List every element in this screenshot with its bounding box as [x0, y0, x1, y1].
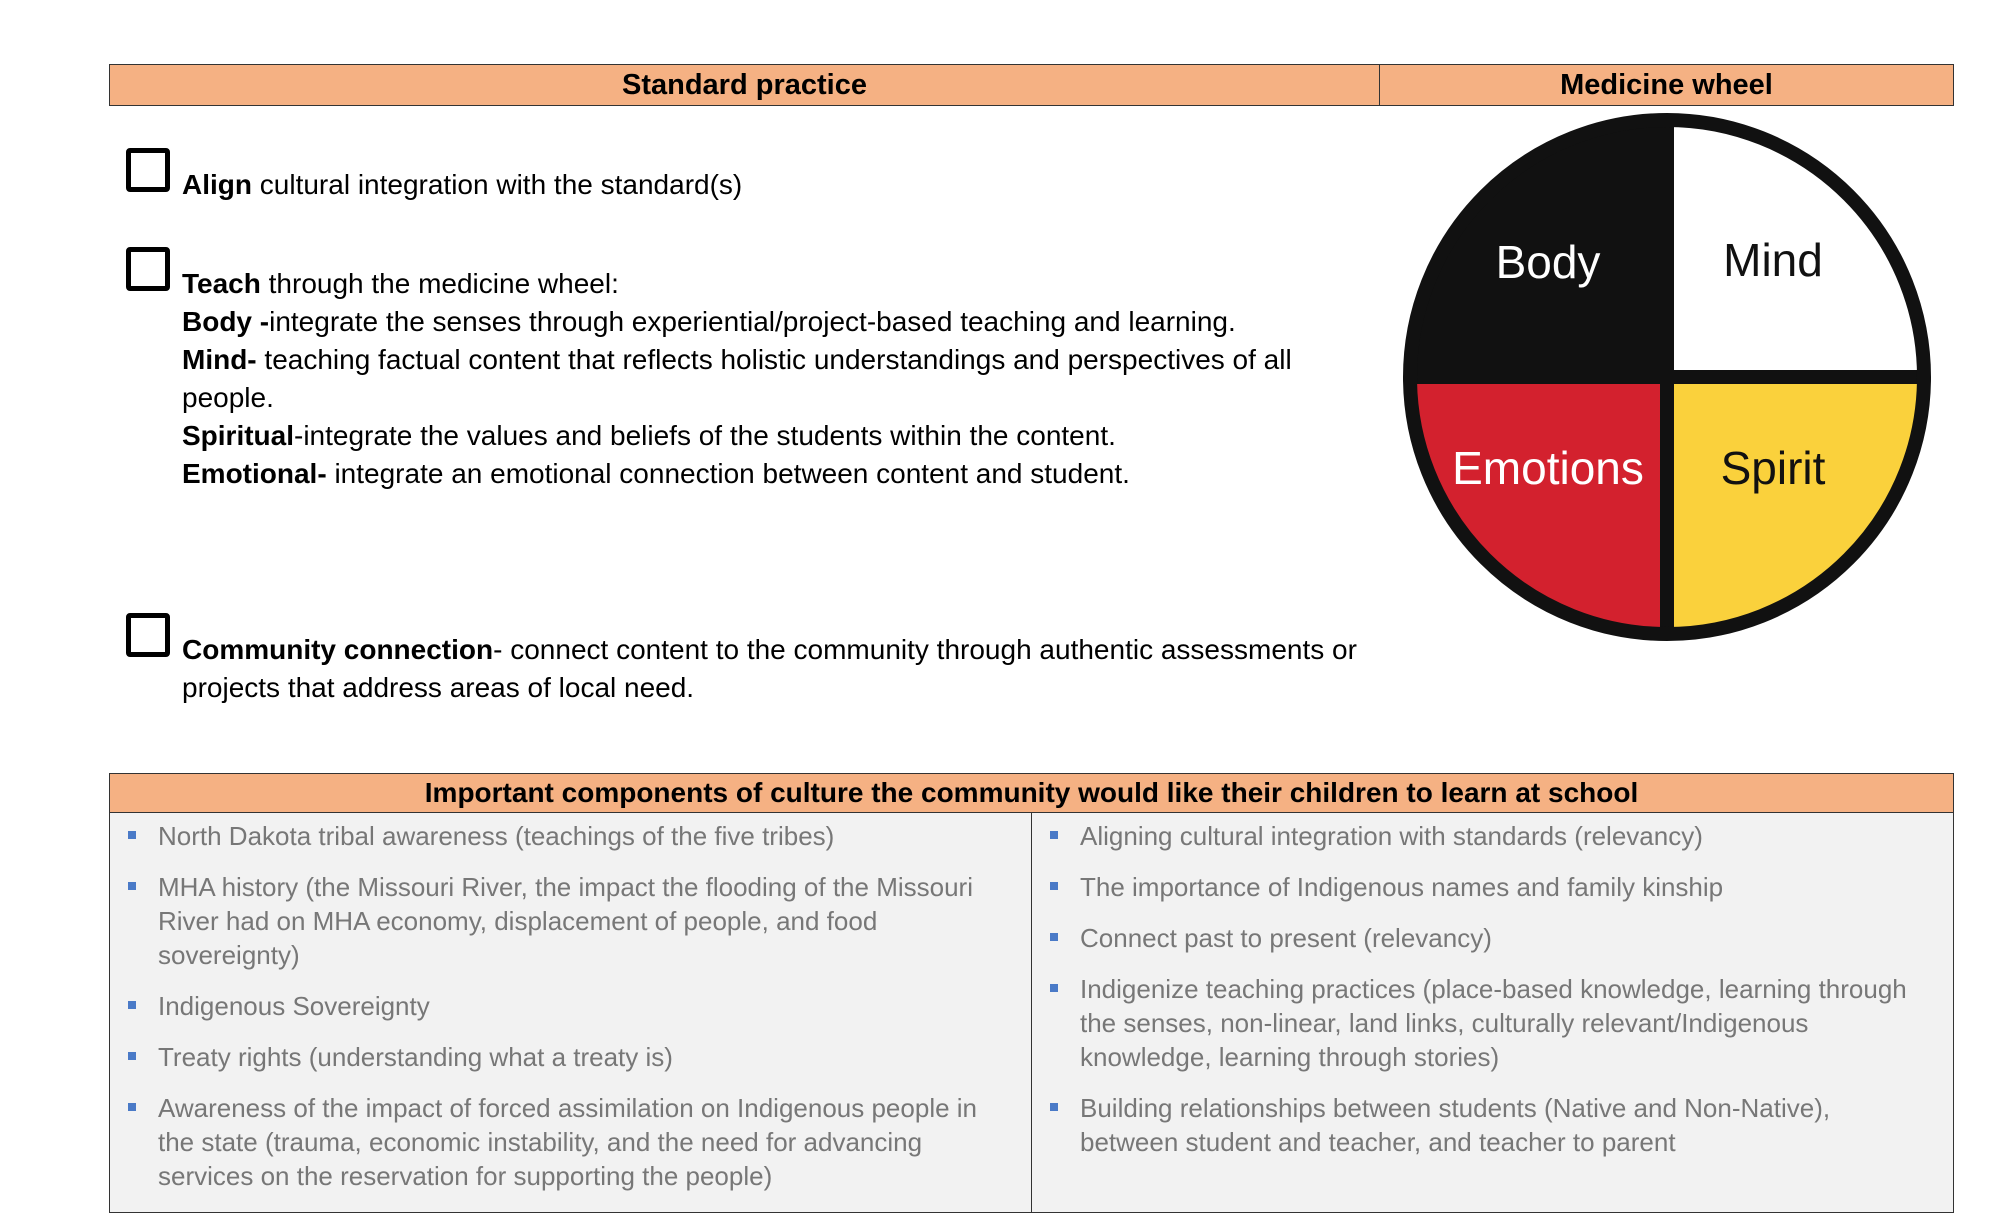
wheel-label-mind: Mind — [1723, 234, 1823, 286]
bullet-square-icon — [1050, 984, 1058, 992]
list-item-text: Indigenous Sovereignty — [158, 991, 430, 1021]
list-item-text: Treaty rights (understanding what a treaty is) — [158, 1042, 673, 1072]
components-left-column — [110, 813, 1032, 1213]
wheel-vertical-divider — [1660, 108, 1674, 646]
list-item — [110, 1040, 1031, 1074]
list-item-text: Aligning cultural integration with standards (relevancy) — [1080, 821, 1703, 851]
list-item — [1032, 921, 1953, 955]
components-columns — [110, 813, 1953, 1213]
align-checkbox[interactable] — [126, 148, 170, 192]
wheel-quadrant-spirit — [1667, 377, 1936, 646]
list-item-text: Indigenize teaching practices (place-based knowledge, learning through the senses, non-linear, land links, culturally relevant/Indigenous knowledge, learning through stories) — [1080, 974, 1907, 1072]
spiritual-bold: Spiritual — [182, 420, 295, 451]
community-description: - connect content to the community through authentic assessments or projects that address areas of local need. — [182, 634, 1357, 703]
emotional-bold: Emotional- — [182, 458, 327, 489]
teach-line-mind — [182, 341, 1376, 417]
top-header-row — [109, 64, 1954, 106]
components-right-list — [1032, 819, 1953, 1159]
teach-checbox[interactable] — [126, 247, 170, 291]
align-description: cultural integration with the standard(s) — [252, 169, 743, 200]
medicine-wheel-graphic — [1398, 108, 1936, 646]
checklist-item-align — [126, 148, 1376, 204]
checklist-item-community — [126, 613, 1376, 707]
teach-line-body — [182, 303, 1376, 341]
components-table — [109, 773, 1954, 1213]
checklist-item-teach — [126, 247, 1376, 493]
teach-bold-label: Teach — [182, 268, 261, 299]
list-item — [1032, 870, 1953, 904]
bullet-square-icon — [128, 1052, 136, 1060]
spiritual-text: -integrate the values and beliefs of the students within the content. — [294, 420, 1116, 451]
teach-sub-lines — [182, 303, 1376, 493]
wheel-quadrant-emotions — [1398, 377, 1667, 646]
align-text — [182, 148, 1376, 204]
align-bold-label: Align — [182, 169, 252, 200]
bullet-square-icon — [128, 831, 136, 839]
community-checkbox[interactable] — [126, 613, 170, 657]
list-item-text: Connect past to present (relevancy) — [1080, 923, 1492, 953]
bullet-square-icon — [1050, 831, 1058, 839]
list-item-text: North Dakota tribal awareness (teachings of the five tribes) — [158, 821, 835, 851]
list-item — [1032, 972, 1953, 1074]
list-item — [110, 819, 1031, 853]
list-item-text: MHA history (the Missouri River, the impact the flooding of the Missouri River had on MHA economy, displacement of people, and food sovereignty) — [158, 872, 973, 970]
list-item-text: The importance of Indigenous names and family kinship — [1080, 872, 1724, 902]
community-text — [182, 613, 1376, 707]
wheel-label-emotions: Emotions — [1452, 442, 1644, 494]
bullet-square-icon — [128, 1001, 136, 1009]
body-text: integrate the senses through experiential/project-based teaching and learning. — [269, 306, 1236, 337]
list-item-text: Awareness of the impact of forced assimilation on Indigenous people in the state (trauma, economic instability, and the need for advancing services on the reservation for supporting the people) — [158, 1093, 978, 1191]
list-item — [110, 1091, 1031, 1193]
teach-text — [182, 247, 1376, 303]
list-item — [1032, 1091, 1953, 1159]
list-item — [1032, 819, 1953, 853]
wheel-label-spirit: Spirit — [1720, 442, 1826, 494]
wheel-label-body: Body — [1495, 236, 1601, 288]
standard-practice-heading: Standard practice — [110, 65, 1380, 105]
medicine-wheel-heading: Medicine wheel — [1560, 68, 1773, 101]
list-item-text: Building relationships between students (Native and Non-Native), between student and teacher, and teacher to parent — [1080, 1093, 1831, 1157]
teach-line-spiritual — [182, 417, 1376, 455]
list-item — [110, 870, 1031, 972]
components-left-list — [110, 819, 1031, 1193]
components-right-column — [1032, 813, 1953, 1213]
bullet-square-icon — [128, 882, 136, 890]
components-table-title: Important components of culture the community would like their children to learn at school — [110, 774, 1953, 813]
bullet-square-icon — [1050, 933, 1058, 941]
bullet-square-icon — [1050, 882, 1058, 890]
list-item — [110, 989, 1031, 1023]
body-bold: Body - — [182, 306, 270, 337]
bullet-square-icon — [128, 1103, 136, 1111]
bullet-square-icon — [1050, 1103, 1058, 1111]
mind-bold: Mind- — [182, 344, 257, 375]
mind-text: teaching factual content that reflects holistic understandings and perspectives of all people. — [182, 344, 1292, 413]
community-bold-label: Community connection — [182, 634, 494, 665]
teach-line-emotional — [182, 455, 1376, 493]
teach-description: through the medicine wheel: — [260, 268, 619, 299]
emotional-text: integrate an emotional connection between content and student. — [326, 458, 1130, 489]
